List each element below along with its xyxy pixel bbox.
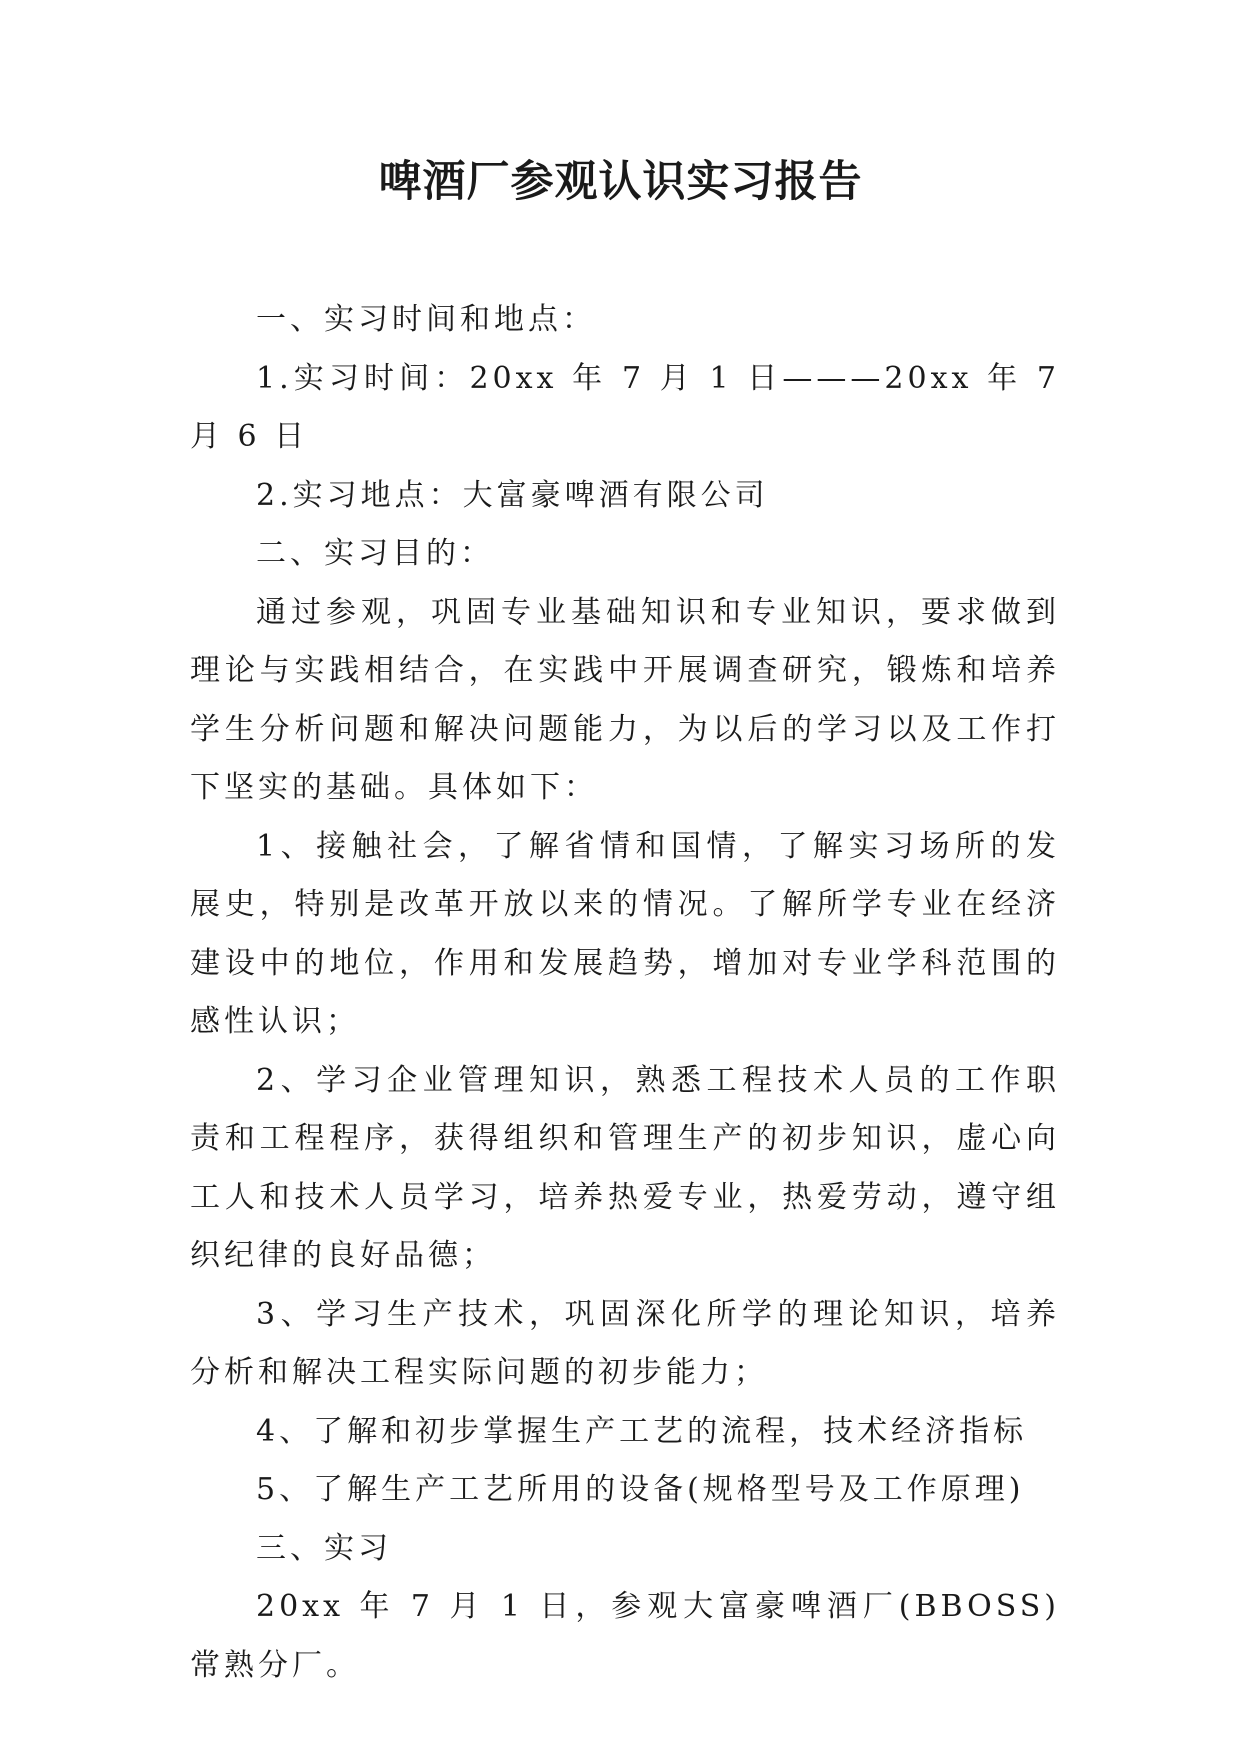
purpose-item-3: 3、学习生产技术，巩固深化所学的理论知识，培养分析和解决工程实际问题的初步能力； bbox=[190, 1296, 1060, 1390]
purpose-item-4: 4、了解和初步掌握生产工艺的流程，技术经济指标 bbox=[256, 1413, 1028, 1449]
purpose-item-2: 2、学习企业管理知识，熟悉工程技术人员的工作职责和工程程序，获得组织和管理生产的初步知识，虚心向工人和技术人员学习，培养热爱专业，热爱劳动，遵守组织纪律的良好品德； bbox=[190, 1062, 1060, 1273]
internship-time: 1.实习时间：20xx 年 7 月 1 日———20xx 年 7 月 6 日 bbox=[190, 360, 1060, 454]
internship-day-1: 20xx 年 7 月 1 日，参观大富豪啤酒厂(BBOSS)常熟分厂。 bbox=[190, 1589, 1060, 1683]
document-title: 啤酒厂参观认识实习报告 bbox=[378, 157, 863, 207]
document-body bbox=[190, 291, 1060, 1695]
purpose-item-5: 5、了解生产工艺所用的设备(规格型号及工作原理) bbox=[256, 1472, 1025, 1507]
section-heading-purpose: 二、实习目的： bbox=[256, 536, 494, 571]
purpose-paragraph: 通过参观，巩固专业基础知识和专业知识，要求做到理论与实践相结合，在实践中开展调查研究，锻炼和培养学生分析问题和解决问题能力，为以后的学习以及工作打下坚实的基础。具体如下： bbox=[190, 594, 1060, 805]
internship-location: 2.实习地点：大富豪啤酒有限公司 bbox=[256, 477, 769, 513]
section-heading-internship: 三、实习 bbox=[256, 1530, 392, 1566]
section-heading-time-place: 一、实习时间和地点： bbox=[256, 302, 596, 337]
purpose-item-1: 1、接触社会，了解省情和国情，了解实习场所的发展史，特别是改革开放以来的情况。了解所学专业在经济建设中的地位，作用和发展趋势，增加对专业学科范围的感性认识； bbox=[190, 828, 1060, 1039]
